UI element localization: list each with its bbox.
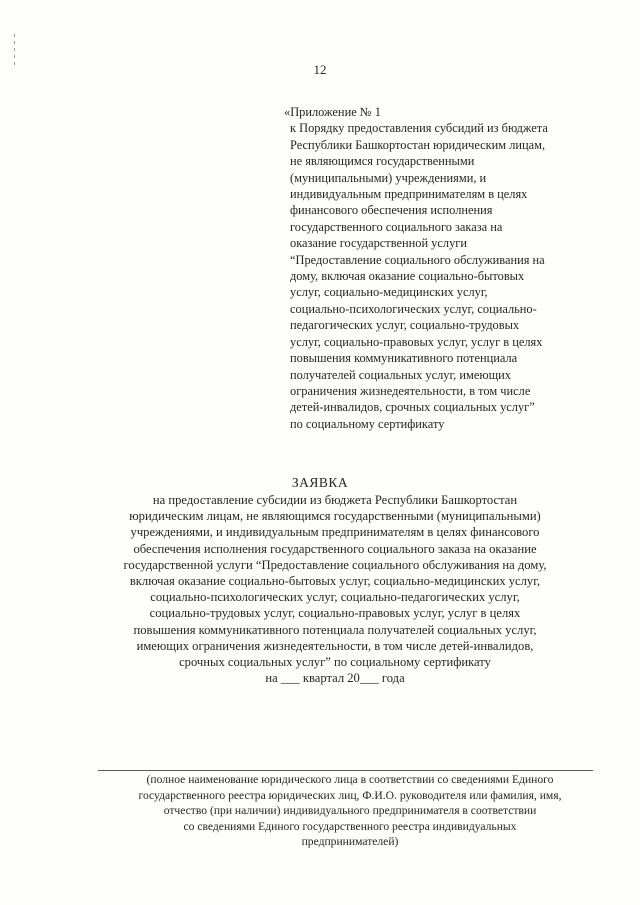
- appendix-line: по социальному сертификату: [290, 416, 445, 431]
- appendix-line: к Порядку предоставления субсидий из бюджета: [290, 121, 548, 136]
- application-line: обеспечения исполнения государственного социального заказа на оказание: [133, 541, 537, 556]
- appendix-line: индивидуальным предпринимателям в целях: [290, 187, 528, 202]
- appendix-line: дому, включая оказание социально-бытовых: [290, 269, 525, 284]
- application-body: [60, 492, 610, 686]
- caption-line: предпринимателей): [301, 835, 399, 848]
- appendix-line: услуг, социально-медицинских услуг,: [290, 285, 488, 300]
- application-line: социально-трудовых услуг, социально-правовых услуг, услуг в целях: [149, 606, 521, 621]
- appendix-line: не являющимся государственными: [290, 154, 475, 169]
- caption-line: (полное наименование юридического лица в соответствии со сведениями Единого: [146, 773, 554, 786]
- appendix-line: детей-инвалидов, срочных социальных услуг”: [290, 400, 535, 415]
- application-line: повышения коммуникативного потенциала получателей социальных услуг,: [133, 622, 537, 637]
- appendix-line: педагогических услуг, социально-трудовых: [290, 318, 520, 333]
- caption-line: государственного реестра юридических лиц, Ф.И.О. руководителя или фамилия, имя,: [138, 788, 562, 802]
- application-line: государственной услуги “Предоставление социального обслуживания на дому,: [123, 557, 547, 572]
- appendix-line: социально-психологических услуг, социально-: [290, 301, 537, 316]
- application-line: юридическим лицам, не являющимся государственными (муниципальными): [129, 509, 541, 524]
- caption-line: со сведениями Единого государственного реестра индивидуальных: [183, 819, 517, 833]
- appendix-line: повышения коммуникативного потенциала: [290, 351, 518, 366]
- field-caption: [60, 772, 640, 850]
- appendix-line: (муниципальными) учреждениями, и: [290, 170, 487, 185]
- fill-in-line: [98, 770, 593, 771]
- appendix-line: финансового обеспечения исполнения: [290, 203, 493, 218]
- application-line: учреждениями, и индивидуальным предпринимателям в целях финансового: [130, 525, 540, 540]
- application-line: включая оказание социально-бытовых услуг, социально-медицинских услуг,: [129, 574, 541, 589]
- appendix-line: “Предоставление социального обслуживания на: [290, 252, 545, 267]
- appendix-title: «Приложение № 1: [284, 105, 381, 119]
- appendix-line: Республики Башкортостан юридическим лицам,: [290, 137, 546, 152]
- caption-line: отчество (при наличии) индивидуального предпринимателя в соответствии: [163, 804, 537, 817]
- appendix-line: оказание государственной услуги: [290, 236, 467, 251]
- appendix-line: получателей социальных услуг, имеющих: [290, 367, 511, 382]
- appendix-block: [284, 104, 610, 432]
- page-number: 12: [313, 62, 327, 77]
- application-line: срочных социальных услуг” по социальному сертификату: [179, 655, 491, 670]
- appendix-line: услуг, социально-правовых услуг, услуг в целях: [290, 334, 543, 349]
- application-period-line: на ___ квартал 20___ года: [265, 671, 405, 686]
- appendix-line: государственного социального заказа на: [290, 219, 503, 234]
- appendix-line: ограничения жизнедеятельности, в том числе: [290, 383, 531, 398]
- application-title: ЗАЯВКА: [291, 475, 349, 490]
- application-line: социально-психологических услуг, социально-педагогических услуг,: [150, 590, 520, 605]
- application-line: на предоставление субсидии из бюджета Республики Башкортостан: [152, 493, 518, 507]
- application-line: имеющих ограничения жизнедеятельности, в том числе детей-инвалидов,: [136, 638, 534, 653]
